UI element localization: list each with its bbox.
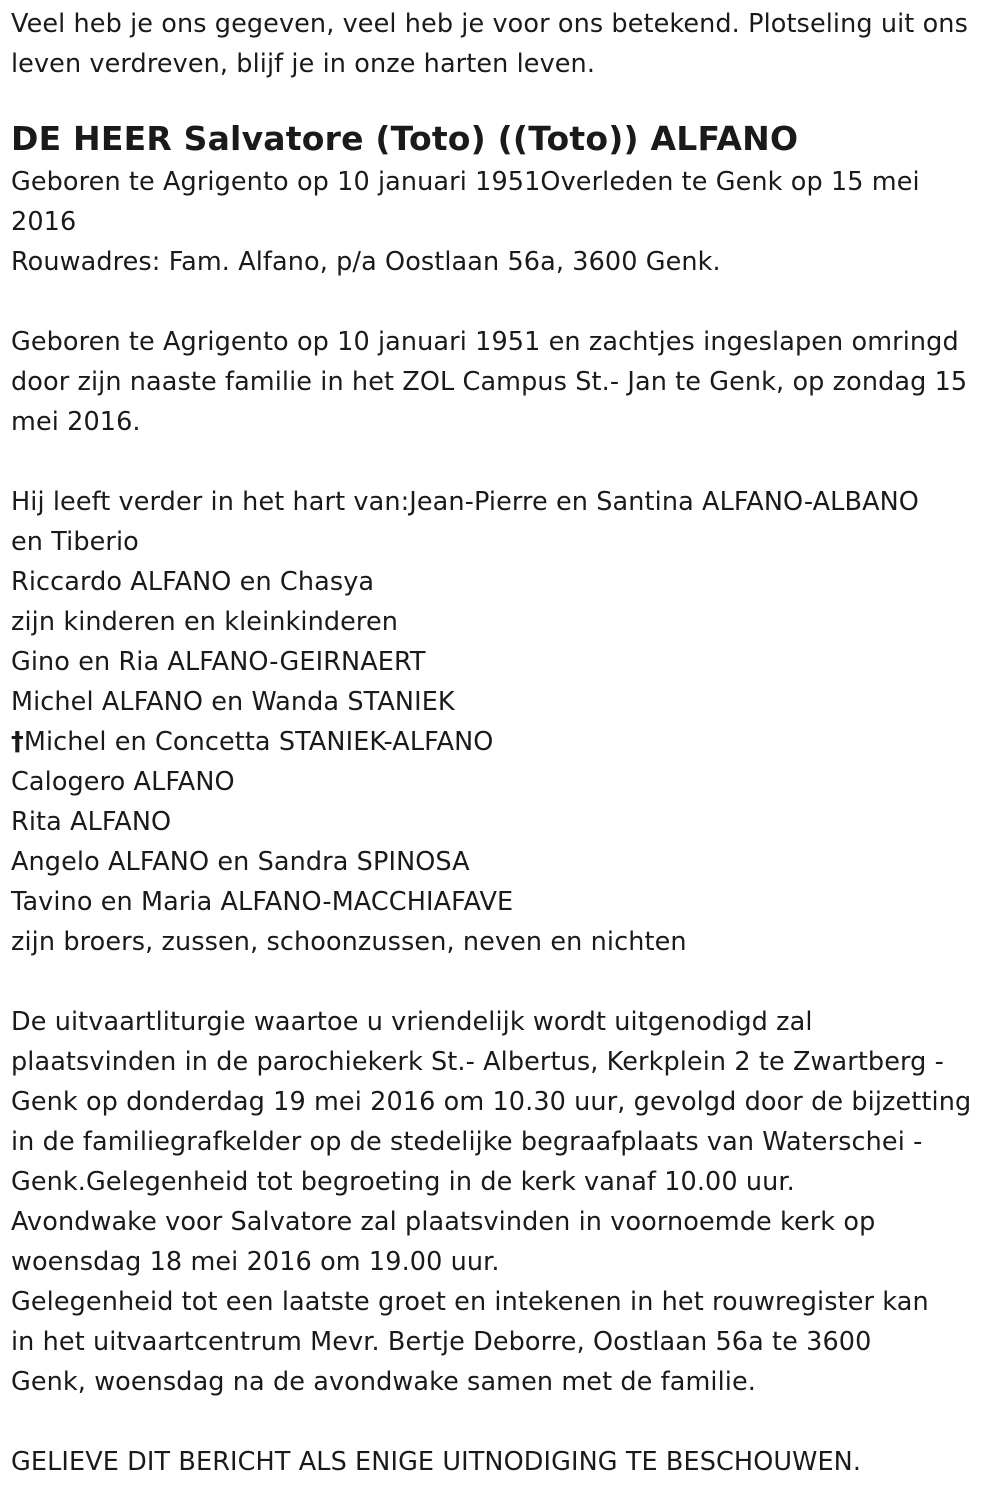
funeral-line: in de familiegrafkelder op de stedelijke begraafplaats van Waterschei -	[11, 1127, 923, 1157]
birth-death-info	[11, 162, 990, 242]
funeral-details	[11, 1002, 990, 1402]
spacer	[11, 1402, 990, 1442]
survivor-line: Angelo ALFANO en Sandra SPINOSA	[11, 847, 470, 877]
deceased-name-heading: DE HEER Salvatore (Toto) ((Toto)) ALFANO	[11, 119, 799, 158]
survivor-line: Tavino en Maria ALFANO-MACCHIAFAVE	[11, 887, 514, 917]
funeral-line: plaatsvinden in de parochiekerk St.- Albertus, Kerkplein 2 te Zwartberg -	[11, 1047, 944, 1077]
survivor-line: zijn broers, zussen, schoonzussen, neven en nichten	[11, 927, 687, 957]
survivor-line: Riccardo ALFANO en Chasya	[11, 567, 375, 597]
announcement-line: mei 2016.	[11, 407, 141, 437]
intro-quote	[11, 4, 990, 84]
funeral-line: Genk, woensdag na de avondwake samen met de familie.	[11, 1367, 756, 1397]
funeral-line: Gelegenheid tot een laatste groet en intekenen in het rouwregister kan	[11, 1287, 929, 1317]
survivor-line: Calogero ALFANO	[11, 767, 235, 797]
survivor-line: Rita ALFANO	[11, 807, 172, 837]
birth-death-line: Geboren te Agrigento op 10 januari 1951Overleden te Genk op 15 mei	[11, 167, 920, 197]
funeral-line: Avondwake voor Salvatore zal plaatsvinden in voornoemde kerk op	[11, 1207, 876, 1237]
quote-line: Veel heb je ons gegeven, veel heb je voor ons betekend. Plotseling uit ons	[11, 9, 968, 39]
mourning-address: Rouwadres: Fam. Alfano, p/a Oostlaan 56a, 3600 Genk.	[11, 247, 721, 277]
survivor-line: en Tiberio	[11, 527, 139, 557]
funeral-line: Genk op donderdag 19 mei 2016 om 10.30 uur, gevolgd door de bijzetting	[11, 1087, 972, 1117]
quote-line: leven verdreven, blijf je in onze harten leven.	[11, 49, 596, 79]
cross-icon: †	[11, 727, 24, 757]
survivors-list	[11, 482, 990, 962]
survivor-line: Hij leeft verder in het hart van:Jean-Pierre en Santina ALFANO-ALBANO	[11, 487, 919, 517]
announcement-paragraph	[11, 322, 990, 442]
closing-notice: GELIEVE DIT BERICHT ALS ENIGE UITNODIGING TE BESCHOUWEN.	[11, 1447, 862, 1477]
spacer	[11, 962, 990, 1002]
announcement-line: Geboren te Agrigento op 10 januari 1951 en zachtjes ingeslapen omringd	[11, 327, 959, 357]
survivor-line: zijn kinderen en kleinkinderen	[11, 607, 398, 637]
funeral-line: Genk.Gelegenheid tot begroeting in de kerk vanaf 10.00 uur.	[11, 1167, 795, 1197]
birth-death-line: 2016	[11, 207, 77, 237]
deceased-relative-name: Michel en Concetta STANIEK-ALFANO	[23, 727, 494, 757]
spacer	[11, 442, 990, 482]
funeral-line: in het uitvaartcentrum Mevr. Bertje Deborre, Oostlaan 56a te 3600	[11, 1327, 872, 1357]
deceased-relative-line	[11, 722, 990, 762]
spacer	[11, 282, 990, 322]
survivor-line: Michel ALFANO en Wanda STANIEK	[11, 687, 455, 717]
announcement-line: door zijn naaste familie in het ZOL Campus St.- Jan te Genk, op zondag 15	[11, 367, 968, 397]
funeral-line: woensdag 18 mei 2016 om 19.00 uur.	[11, 1247, 500, 1277]
survivor-line: Gino en Ria ALFANO-GEIRNAERT	[11, 647, 426, 677]
funeral-line: De uitvaartliturgie waartoe u vriendelijk wordt uitgenodigd zal	[11, 1007, 813, 1037]
